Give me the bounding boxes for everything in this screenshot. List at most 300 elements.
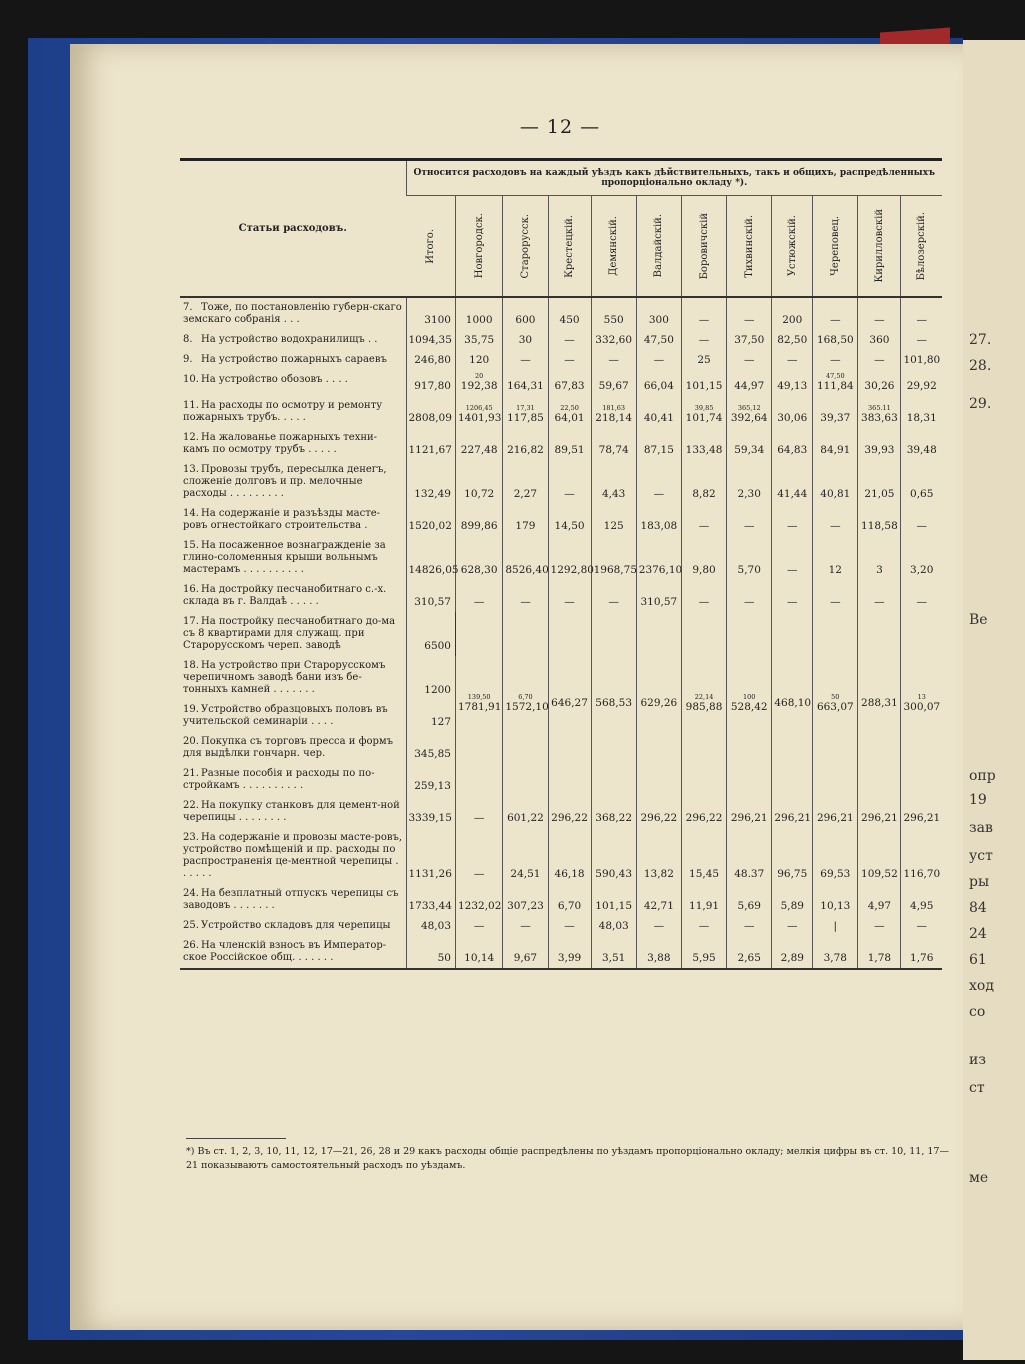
row-label (180, 460, 406, 504)
cell-value: 1781,91 (458, 701, 502, 713)
value-cell (591, 350, 636, 370)
value-cell (772, 916, 813, 936)
value-cell (456, 460, 503, 504)
separate-expense-value: 365.11 (868, 404, 891, 412)
value-cell (636, 504, 681, 536)
separate-expense-value: 20 (475, 372, 484, 380)
value-cell (858, 396, 901, 428)
cell-value: 310,57 (414, 596, 451, 608)
value-cell (901, 828, 942, 884)
total-cell: 259,13 (406, 764, 456, 796)
table-row (180, 580, 942, 612)
value-cell (772, 580, 813, 612)
value-cell (591, 580, 636, 612)
column-header-label: Новгородск. (473, 213, 485, 279)
row-number: 13. (183, 464, 199, 475)
row-label (180, 330, 406, 350)
table-row (180, 428, 942, 460)
value-cell (503, 460, 548, 504)
cell-value: 300 (648, 314, 669, 326)
row-name: Устройство образцовыхъ половъ въ учительской семинаріи . . . . (183, 704, 388, 727)
value-cell (772, 370, 813, 396)
row-label (180, 612, 406, 656)
cell-value: 2,27 (513, 488, 538, 500)
value-cell (456, 297, 503, 330)
row-number: 11. (183, 400, 199, 411)
cell-value: — (743, 920, 755, 932)
row-name: На членскій взносъ въ Император-ское Россійское общ. . . . . . . (183, 940, 387, 963)
value-cell (636, 297, 681, 330)
value-cell (503, 330, 548, 350)
cell-value: 216,82 (507, 444, 544, 456)
value-cell (636, 936, 681, 969)
value-cell (591, 884, 636, 916)
value-cell (503, 536, 548, 580)
total-cell (406, 580, 456, 612)
column-header (636, 196, 681, 298)
cell-value: 368,22 (595, 812, 633, 824)
cell-value: — (743, 596, 755, 608)
row-number: 22. (183, 800, 199, 811)
row-label (180, 916, 406, 936)
value-cell (503, 612, 548, 796)
cell-value: — (830, 596, 841, 608)
value-cell (548, 370, 591, 396)
value-cell (681, 297, 726, 330)
cell-value: — (787, 354, 798, 366)
cell-value: 41,44 (777, 488, 808, 500)
value-cell (636, 580, 681, 612)
value-cell (636, 460, 681, 504)
value-cell (772, 612, 813, 796)
cell-value: 101,80 (903, 354, 941, 366)
cell-value: 4,43 (601, 488, 626, 500)
value-cell (591, 796, 636, 828)
cell-value: 64,83 (777, 444, 808, 456)
adjacent-page-text: ст (969, 1080, 985, 1096)
row-number: 26. (183, 940, 199, 951)
cell-value: 69,53 (820, 868, 851, 880)
value-cell (503, 884, 548, 916)
cell-value: 35,75 (464, 334, 495, 346)
total-cell (406, 916, 456, 936)
separate-expense-value: 1206,45 (465, 404, 493, 412)
value-cell (772, 350, 813, 370)
value-cell (681, 396, 726, 428)
row-label (180, 764, 406, 796)
column-header-label: Крестецкій. (564, 214, 576, 278)
cell-value: 96,75 (777, 868, 808, 880)
row-number: 18. (183, 660, 199, 671)
cell-value: — (653, 488, 665, 500)
total-cell: 345,85 (406, 732, 456, 764)
footnote-text: *) Въ ст. 1, 2, 3, 10, 11, 12, 17—21, 26, 28 и 29 какъ расходы общіе распредѣлены по уѣздамъ пропорціонально окладу; мелкія цифры въ ст. 10, 11, 17—21 показываютъ самостоятельный расходъ по уѣздамъ. (186, 1146, 949, 1171)
value-cell (681, 370, 726, 396)
value-cell (503, 297, 548, 330)
row-label (180, 732, 406, 764)
cell-value: — (830, 520, 841, 532)
cell-value: 600 (515, 314, 536, 326)
column-header-label: Тихвинскій. (743, 214, 755, 278)
value-cell (901, 330, 942, 350)
row-label (180, 504, 406, 536)
row-name: На постройку песчанобитнаго до-ма съ 8 квартирами для служащ. при Старорусскомъ череп. заводѣ (183, 616, 396, 651)
cell-value: 111,84 (816, 380, 854, 392)
cell-value: 8,82 (692, 488, 716, 500)
cell-value: 590,43 (595, 868, 633, 880)
cell-value: 550 (603, 314, 624, 326)
row-name: На устройство пожарныхъ сараевъ (201, 354, 387, 365)
cell-value: 383,63 (861, 412, 898, 424)
value-cell (901, 297, 942, 330)
value-cell (456, 936, 503, 969)
value-cell (503, 796, 548, 828)
row-label (180, 350, 406, 370)
cell-value: 3,78 (823, 952, 847, 964)
value-cell (681, 330, 726, 350)
value-cell (681, 350, 726, 370)
group-header: Относится расходовъ на каждый уѣздъ какъ дѣйствительныхъ, такъ и общихъ, распредѣленныхъ пропорціонально окладу *). (406, 160, 942, 196)
cell-value: 11,91 (689, 900, 720, 912)
cell-value: — (473, 596, 485, 608)
row-name: Покупка съ торговъ пресса и формъ для выдѣлки гончарн. чер. (183, 736, 394, 759)
cell-value: — (916, 920, 927, 932)
cell-value: — (916, 520, 927, 532)
row-label (180, 656, 406, 700)
value-cell (681, 536, 726, 580)
value-cell (813, 428, 858, 460)
cell-value: 59,67 (598, 380, 629, 392)
row-label (180, 396, 406, 428)
cell-value: 296,21 (816, 812, 854, 824)
item-column-header: Статьи расходовъ. (180, 160, 406, 298)
column-header-label: Демянскій. (608, 216, 620, 276)
cell-value: 30,26 (864, 380, 895, 392)
cell-value: — (653, 354, 665, 366)
value-cell (456, 884, 503, 916)
cell-value: 5,89 (780, 900, 804, 912)
value-cell (858, 936, 901, 969)
adjacent-page-text: 29. (969, 396, 992, 412)
value-cell (772, 504, 813, 536)
column-header (858, 196, 901, 298)
cell-value: 89,51 (554, 444, 585, 456)
row-label (180, 884, 406, 916)
column-header-label: Итого. (425, 228, 436, 264)
adjacent-page-text: из (969, 1052, 986, 1068)
cell-value: 10,72 (464, 488, 495, 500)
cell-value: 1232,02 (458, 900, 502, 912)
separate-expense-value: 22,14 (694, 693, 714, 701)
value-cell (901, 504, 942, 536)
value-cell (681, 428, 726, 460)
cell-value: — (564, 596, 575, 608)
table-row (180, 828, 942, 884)
column-header-label: Устюжскій. (786, 215, 798, 277)
cell-value: 218,14 (595, 412, 633, 424)
value-cell (456, 350, 503, 370)
cell-value: 46,18 (554, 868, 585, 880)
value-cell (548, 612, 591, 796)
cell-value: 12 (828, 564, 842, 576)
value-cell (503, 396, 548, 428)
adjacent-page-text: 61 (969, 952, 987, 968)
footnote (186, 1138, 956, 1173)
cell-value: 2808,09 (408, 412, 452, 424)
value-cell (901, 796, 942, 828)
row-label (180, 700, 406, 732)
value-cell (858, 297, 901, 330)
row-name: На достройку песчанобитнаго с.-х. склада въ г. Валдаѣ . . . . . (183, 584, 387, 607)
value-cell (591, 504, 636, 536)
expense-table-container (180, 158, 942, 970)
cell-value: — (916, 596, 927, 608)
adjacent-page (963, 40, 1025, 1360)
cell-value: 288,31 (861, 697, 898, 709)
table-row (180, 936, 942, 969)
table-row (180, 370, 942, 396)
row-number: 23. (183, 832, 199, 843)
cell-value: 296,21 (903, 812, 941, 824)
total-cell (406, 936, 456, 969)
value-cell (503, 428, 548, 460)
cell-value: 4,97 (867, 900, 892, 912)
value-cell (727, 936, 772, 969)
adjacent-page-text: ме (969, 1170, 989, 1186)
value-cell (727, 884, 772, 916)
cell-value: — (564, 920, 575, 932)
value-cell (813, 370, 858, 396)
value-cell (772, 330, 813, 350)
value-cell (901, 536, 942, 580)
value-cell (727, 350, 772, 370)
row-number: 12. (183, 432, 199, 443)
value-cell (456, 396, 503, 428)
cell-value: 118,58 (861, 520, 898, 532)
separate-expense-value: 6,70 (518, 693, 533, 701)
value-cell (503, 936, 548, 969)
cell-value: 87,15 (643, 444, 674, 456)
value-cell (456, 504, 503, 536)
value-cell (548, 580, 591, 612)
value-cell (548, 504, 591, 536)
cell-value: — (874, 314, 885, 326)
row-label (180, 936, 406, 969)
cell-value: — (608, 596, 619, 608)
cell-value: 3 (876, 564, 883, 576)
value-cell (548, 350, 591, 370)
column-header (901, 196, 942, 298)
value-cell (858, 828, 901, 884)
column-header (456, 196, 503, 298)
table-row (180, 460, 942, 504)
total-cell (406, 370, 456, 396)
value-cell (636, 796, 681, 828)
value-cell (548, 460, 591, 504)
table-row (180, 396, 942, 428)
column-header-label: Валдайскій. (653, 214, 665, 278)
cell-value: 1121,67 (408, 444, 452, 456)
row-label (180, 580, 406, 612)
cell-value: 296,21 (861, 812, 898, 824)
row-name: Разные пособія и расходы по по-стройкамъ . . . . . . . . . . (183, 768, 375, 791)
total-cell (406, 350, 456, 370)
cell-value: 1,78 (867, 952, 892, 964)
cell-value: — (787, 596, 798, 608)
cell-value: 1094,35 (408, 334, 452, 346)
cell-value: 3,88 (647, 952, 671, 964)
row-name: На жалованье пожарныхъ техни-камъ по осмотру трубъ . . . . . (183, 432, 378, 455)
cell-value: 164,31 (507, 380, 544, 392)
cell-value: 2,65 (737, 952, 761, 964)
row-name: На устройство водохранилищъ . . (201, 334, 378, 345)
separate-expense-value: 47,50 (826, 372, 845, 380)
cell-value: — (473, 868, 485, 880)
total-cell (406, 828, 456, 884)
cell-value: — (698, 596, 710, 608)
cell-value: 227,48 (460, 444, 498, 456)
cell-value: 917,80 (414, 380, 451, 392)
value-cell (901, 580, 942, 612)
value-cell (727, 580, 772, 612)
value-cell (813, 536, 858, 580)
value-cell (681, 504, 726, 536)
value-cell (727, 297, 772, 330)
cell-value: 116,70 (903, 868, 941, 880)
value-cell (591, 370, 636, 396)
total-cell: 6500 (406, 612, 456, 656)
value-cell (858, 460, 901, 504)
table-row (180, 350, 942, 370)
cell-value: 37,50 (734, 334, 765, 346)
row-number: 10. (183, 374, 199, 385)
table-row (180, 504, 942, 536)
cell-value: 15,45 (689, 868, 720, 880)
table-row (180, 612, 942, 656)
value-cell (548, 884, 591, 916)
adjacent-page-text: Ве (969, 612, 988, 628)
total-cell: 127 (406, 700, 456, 732)
cell-value: 300,07 (903, 701, 941, 713)
cell-value: 1,76 (910, 952, 934, 964)
column-header-label: Старорусск. (519, 213, 531, 279)
cell-value: 183,08 (640, 520, 678, 532)
value-cell (548, 536, 594, 580)
cell-value: 40,41 (643, 412, 674, 424)
value-cell (636, 828, 681, 884)
value-cell (636, 370, 681, 396)
row-label (180, 828, 406, 884)
cell-value: | (833, 920, 838, 932)
value-cell (813, 916, 858, 936)
value-cell (813, 884, 858, 916)
cell-value: 332,60 (595, 334, 633, 346)
value-cell (858, 536, 901, 580)
cell-value: 50 (437, 952, 451, 964)
adjacent-page-text: 84 (969, 900, 987, 916)
cell-value: 132,49 (414, 488, 451, 500)
value-cell (681, 828, 726, 884)
cell-value: 2376,10 (638, 564, 683, 576)
cell-value: 1401,93 (458, 412, 502, 424)
cell-value: 78,74 (598, 444, 629, 456)
cell-value: 67,83 (554, 380, 585, 392)
cell-value: 1520,02 (408, 520, 452, 532)
cell-value: 10,14 (464, 952, 495, 964)
cell-value: — (520, 596, 531, 608)
value-cell (636, 884, 681, 916)
total-cell (406, 536, 459, 580)
separate-expense-value: 181,63 (602, 404, 626, 412)
value-cell (636, 916, 681, 936)
row-number: 21. (183, 768, 199, 779)
value-cell (813, 828, 858, 884)
cell-value: — (608, 354, 619, 366)
row-name: На устройство при Старорусскомъ черепичномъ заводѣ бани изъ бе-тонныхъ камней . . . . . . . (183, 660, 386, 695)
value-cell (813, 297, 858, 330)
cell-value: 47,50 (643, 334, 674, 346)
cell-value: 179 (515, 520, 536, 532)
value-cell (548, 330, 591, 350)
cell-value: 59,34 (734, 444, 765, 456)
column-header (813, 196, 858, 298)
page-number: — 12 — (519, 116, 601, 138)
value-cell (901, 460, 942, 504)
cell-value: 296,22 (551, 812, 588, 824)
value-cell (858, 612, 901, 796)
cell-value: 30,06 (777, 412, 808, 424)
table-row (180, 297, 942, 330)
value-cell (727, 796, 772, 828)
cell-value: 82,50 (777, 334, 808, 346)
cell-value: 48,03 (420, 920, 451, 932)
table-row (180, 796, 942, 828)
value-cell (727, 828, 772, 884)
value-cell (858, 428, 901, 460)
row-label (180, 536, 406, 580)
value-cell (548, 796, 591, 828)
value-cell (858, 370, 901, 396)
cell-value: 296,22 (685, 812, 723, 824)
cell-value: 24,51 (510, 868, 541, 880)
value-cell (901, 612, 942, 796)
cell-value: 310,57 (640, 596, 678, 608)
value-cell (591, 460, 636, 504)
cell-value: 66,04 (643, 380, 674, 392)
row-name: На расходы по осмотру и ремонту пожарныхъ трубъ. . . . . (183, 400, 383, 423)
cell-value: 985,88 (685, 701, 723, 713)
cell-value: 125 (603, 520, 624, 532)
cell-value: — (743, 520, 755, 532)
value-cell (727, 396, 772, 428)
row-number: 7. (183, 302, 193, 313)
cell-value: 468,10 (774, 697, 812, 709)
cell-value: — (787, 520, 798, 532)
separate-expense-value: 13 (917, 693, 926, 701)
column-header-label: Боровичскій (698, 212, 710, 280)
value-cell (813, 796, 858, 828)
cell-value: 360 (869, 334, 890, 346)
value-cell (456, 536, 503, 580)
row-number: 24. (183, 888, 199, 899)
value-cell (813, 350, 858, 370)
value-cell (813, 396, 858, 428)
separate-expense-value: 139,50 (467, 693, 491, 701)
row-number: 14. (183, 508, 199, 519)
value-cell (591, 828, 636, 884)
adjacent-page-text: ход (969, 978, 994, 994)
cell-value: 25 (697, 354, 711, 366)
